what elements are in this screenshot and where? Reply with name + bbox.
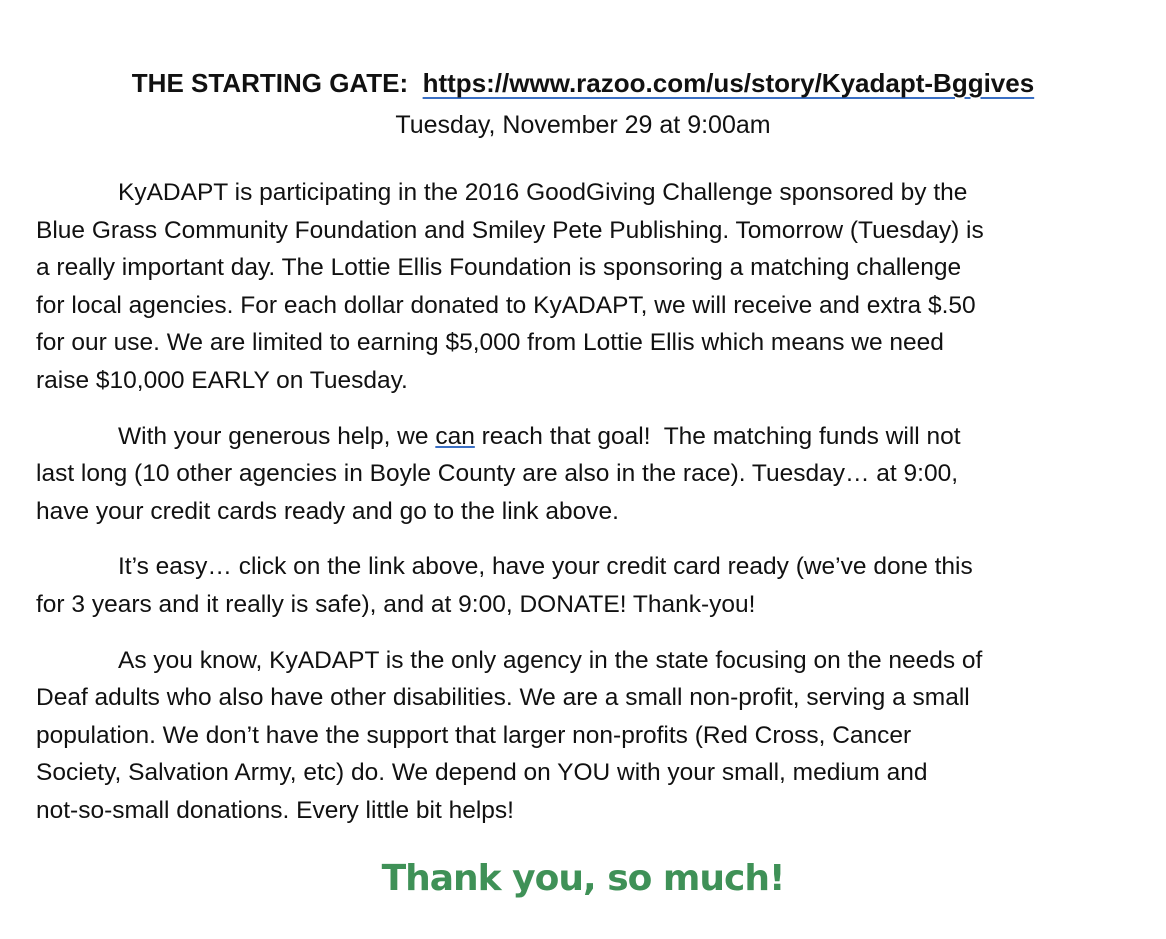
paragraph-about bbox=[36, 642, 1136, 830]
underlined-word: can bbox=[435, 422, 475, 450]
closing-thanks: Thank you, so much! bbox=[381, 858, 785, 899]
text-line: for local agencies. For each dollar donated to KyADAPT, we will receive and extra $.50 bbox=[36, 291, 976, 319]
text-line: Society, Salvation Army, etc) do. We depend on YOU with your small, medium and bbox=[36, 759, 928, 787]
text-line: Deaf adults who also have other disabilities. We are a small non-profit, serving a small bbox=[36, 684, 970, 712]
text-line: As you know, KyADAPT is the only agency in the state focusing on the needs of bbox=[118, 646, 983, 674]
text-line: a really important day. The Lottie Ellis Foundation is sponsoring a matching challenge bbox=[36, 254, 962, 282]
text-line: raise $10,000 EARLY on Tuesday. bbox=[36, 366, 408, 394]
text-line: have your credit cards ready and go to the link above. bbox=[36, 497, 619, 525]
text-line: for 3 years and it really is safe), and at 9:00, DONATE! Thank-you! bbox=[36, 590, 756, 618]
text-line: last long (10 other agencies in Boyle County are also in the race). Tuesday… at 9:00, bbox=[36, 460, 959, 488]
paragraph-easy bbox=[36, 548, 1136, 623]
heading-label: THE STARTING GATE: bbox=[131, 68, 409, 98]
heading bbox=[0, 68, 1166, 99]
text-line: It’s easy… click on the link above, have your credit card ready (we’ve done this bbox=[118, 553, 973, 581]
text-line: population. We don’t have the support that larger non-profits (Red Cross, Cancer bbox=[36, 721, 912, 749]
text-line: Blue Grass Community Foundation and Smiley Pete Publishing. Tomorrow (Tuesday) is bbox=[36, 216, 984, 244]
paragraph-challenge bbox=[36, 174, 1136, 400]
text-line: not-so-small donations. Every little bit helps! bbox=[36, 796, 514, 824]
paragraph-help bbox=[36, 418, 1136, 531]
letter-body bbox=[36, 174, 1136, 848]
text-line bbox=[36, 418, 1136, 456]
text-segment: reach that goal! The matching funds will not bbox=[474, 422, 961, 450]
text-line: KyADAPT is participating in the 2016 GoodGiving Challenge sponsored by the bbox=[118, 179, 968, 206]
text-line: for our use. We are limited to earning $5,000 from Lottie Ellis which means we need bbox=[36, 329, 944, 357]
donation-link[interactable]: https://www.razoo.com/us/story/Kyadapt-Bggives bbox=[422, 68, 1035, 98]
event-date: Tuesday, November 29 at 9:00am bbox=[395, 111, 771, 139]
text-segment: With your generous help, we bbox=[118, 422, 436, 450]
